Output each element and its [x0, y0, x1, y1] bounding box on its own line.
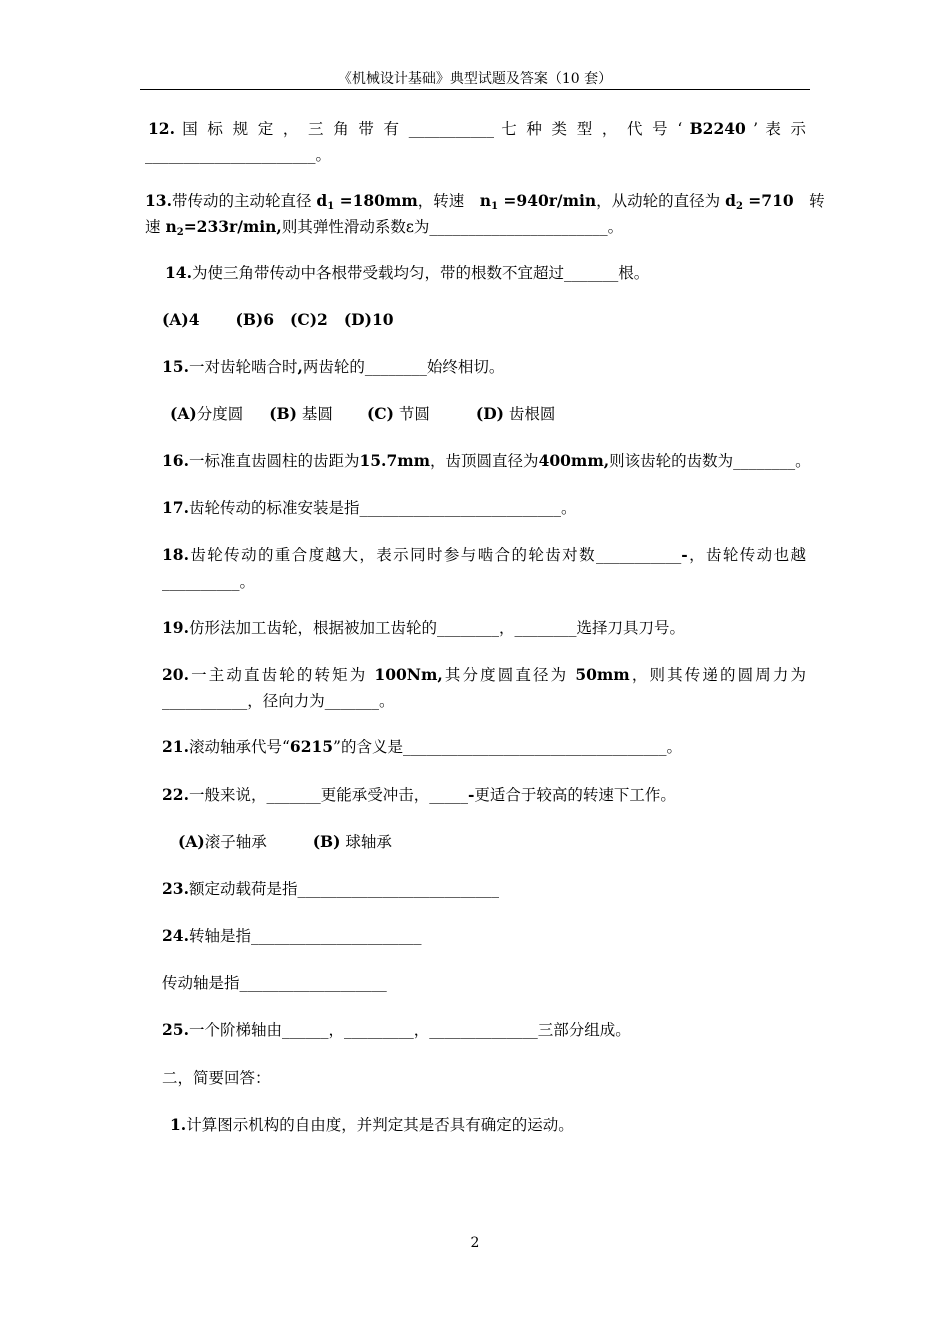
question-14-options	[162, 309, 396, 331]
question-20-line-1	[162, 664, 806, 686]
header-rule	[140, 89, 810, 90]
question-24	[162, 925, 421, 947]
question-number: 20.	[162, 665, 189, 684]
question-text: 滚动轴承代号“	[188, 738, 290, 756]
page-header: 《机械设计基础》典型试题及答案（10 套）	[337, 71, 613, 87]
question-text: ，齿轮传动也越	[687, 546, 806, 564]
question-13-line-2	[145, 216, 623, 238]
value-pitch: 15.7mm	[359, 451, 431, 470]
question-number: 18.	[162, 545, 189, 564]
option-c-label: (C)	[366, 404, 394, 423]
question-15-options	[170, 403, 555, 425]
symbol-d2: d	[725, 191, 736, 210]
question-text: 其分度圆直径为	[442, 666, 576, 684]
option-a: 分度圆	[196, 405, 244, 423]
question-text: 一标准直齿圆柱的齿距为	[188, 452, 360, 470]
value-torque: 100Nm,	[374, 665, 443, 684]
question-text: 速	[145, 218, 166, 236]
question-number: 21.	[162, 737, 189, 756]
option-b: 基圆	[297, 405, 333, 423]
symbol-subscript: 2	[176, 227, 184, 238]
question-number: 12.	[148, 119, 175, 138]
question-21	[162, 736, 682, 758]
question-text: ，则其传递的圆周力为	[629, 666, 806, 684]
question-23	[162, 878, 499, 900]
symbol-n2: n	[165, 217, 177, 236]
option-b: 球轴承	[340, 833, 392, 851]
question-text: 转轴是指______________________	[188, 927, 422, 945]
symbol-subscript: 1	[327, 201, 335, 212]
question-text: 额定动载荷是指__________________________	[188, 880, 499, 898]
question-text: 则该齿轮的齿数为________。	[609, 452, 811, 470]
question-text: ”的含义是__________________________________。	[333, 738, 682, 756]
symbol-n1: n	[479, 191, 492, 210]
option-b-label: (B)	[312, 832, 341, 851]
symbol-subscript: 2	[735, 201, 743, 212]
question-13-line-1	[145, 190, 825, 212]
option-a-label: (A)	[178, 832, 205, 851]
question-18-line-1	[162, 544, 806, 566]
option-c: 节圆	[393, 405, 430, 423]
question-number: 22.	[162, 785, 189, 804]
question-19	[162, 617, 685, 639]
option-d: 齿根圆	[504, 405, 556, 423]
question-code: B2240	[689, 119, 746, 138]
value-diameter: 50mm	[575, 665, 630, 684]
question-text: ，从动轮的直径为	[596, 192, 726, 210]
question-number: 1.	[170, 1115, 187, 1134]
option-d-label: (D)	[475, 404, 504, 423]
question-22-options	[178, 831, 392, 853]
question-text: 带传动的主动轮直径	[171, 192, 317, 210]
option-a: 滚子轴承	[204, 833, 267, 851]
question-number: 17.	[162, 498, 189, 517]
question-text: ，齿顶圆直径为	[430, 452, 539, 470]
question-15	[162, 356, 504, 378]
question-text: 则其弹性滑动系数ε为_______________________。	[281, 218, 624, 236]
question-text: -	[681, 545, 688, 564]
question-text: 齿轮传动的标准安装是指__________________________。	[188, 499, 577, 517]
value-d2: =710	[742, 191, 794, 210]
question-text: -	[467, 785, 475, 804]
question-14	[165, 262, 649, 284]
question-text: 更适合于较高的转速下工作。	[474, 786, 676, 804]
value-n1: =940r/min	[498, 191, 597, 210]
question-text: 一主动直齿轮的转矩为	[188, 666, 375, 684]
question-16	[162, 450, 811, 472]
question-12-line-1	[148, 118, 806, 140]
question-number: 13.	[145, 191, 172, 210]
question-number: 14.	[165, 263, 192, 282]
section-2-question-1	[170, 1114, 574, 1136]
question-text: 齿轮传动的重合度越大，表示同时参与啮合的轮齿对数___________	[188, 546, 682, 564]
question-text: 两齿轮的________始终相切。	[302, 358, 505, 376]
question-text: 一对齿轮啮合时	[188, 358, 298, 376]
page-number: 2	[470, 1235, 480, 1251]
question-number: 24.	[162, 926, 189, 945]
question-20-line-2: ___________，径向力为_______。	[162, 692, 395, 710]
question-text: ’ 表 示	[745, 120, 806, 138]
option-a: (A)4	[162, 310, 200, 329]
option-a-label: (A)	[170, 404, 197, 423]
option-b-label: (B)	[269, 404, 297, 423]
symbol-subscript: 1	[491, 201, 499, 212]
question-number: 16.	[162, 451, 189, 470]
question-text: 一个阶梯轴由______，_________，______________三部分组成。	[188, 1021, 631, 1039]
question-18-line-2: __________。	[162, 573, 256, 591]
section-title: 二，简要回答：	[162, 1069, 271, 1087]
question-22	[162, 784, 676, 806]
question-text: 国 标 规 定 ， 三 角 带 有 ___________ 七 种 类 型 ， 代 号 ‘	[174, 120, 690, 138]
option-b: (B)6	[235, 310, 275, 329]
question-24-part-2: 传动轴是指___________________	[162, 974, 387, 992]
question-number: 15.	[162, 357, 189, 376]
question-text: 一般来说，_______更能承受冲击，_____	[188, 786, 468, 804]
value-d1: =180mm	[334, 191, 418, 210]
symbol-d1: d	[316, 191, 328, 210]
question-12-line-2: ______________________。	[145, 146, 332, 164]
value-diameter: 400mm,	[538, 451, 610, 470]
question-number: 19.	[162, 618, 189, 637]
option-d: (D)10	[343, 310, 394, 329]
value-n2: =233r/min,	[183, 217, 282, 236]
question-number: 23.	[162, 879, 189, 898]
question-number: 25.	[162, 1020, 189, 1039]
question-text: 仿形法加工齿轮，根据被加工齿轮的________，________选择刀具刀号。	[188, 619, 685, 637]
question-text: 转	[793, 192, 825, 210]
question-text: 计算图示机构的自由度，并判定其是否具有确定的运动。	[186, 1116, 574, 1134]
question-25	[162, 1019, 631, 1041]
question-text: ，转速	[417, 192, 480, 210]
question-17	[162, 497, 576, 519]
option-c: (C)2	[290, 310, 328, 329]
question-text: 为使三角带传动中各根带受载均匀，带的根数不宜超过_______根。	[191, 264, 650, 282]
bearing-code: 6215	[289, 737, 334, 756]
question-text: ,	[297, 357, 303, 376]
